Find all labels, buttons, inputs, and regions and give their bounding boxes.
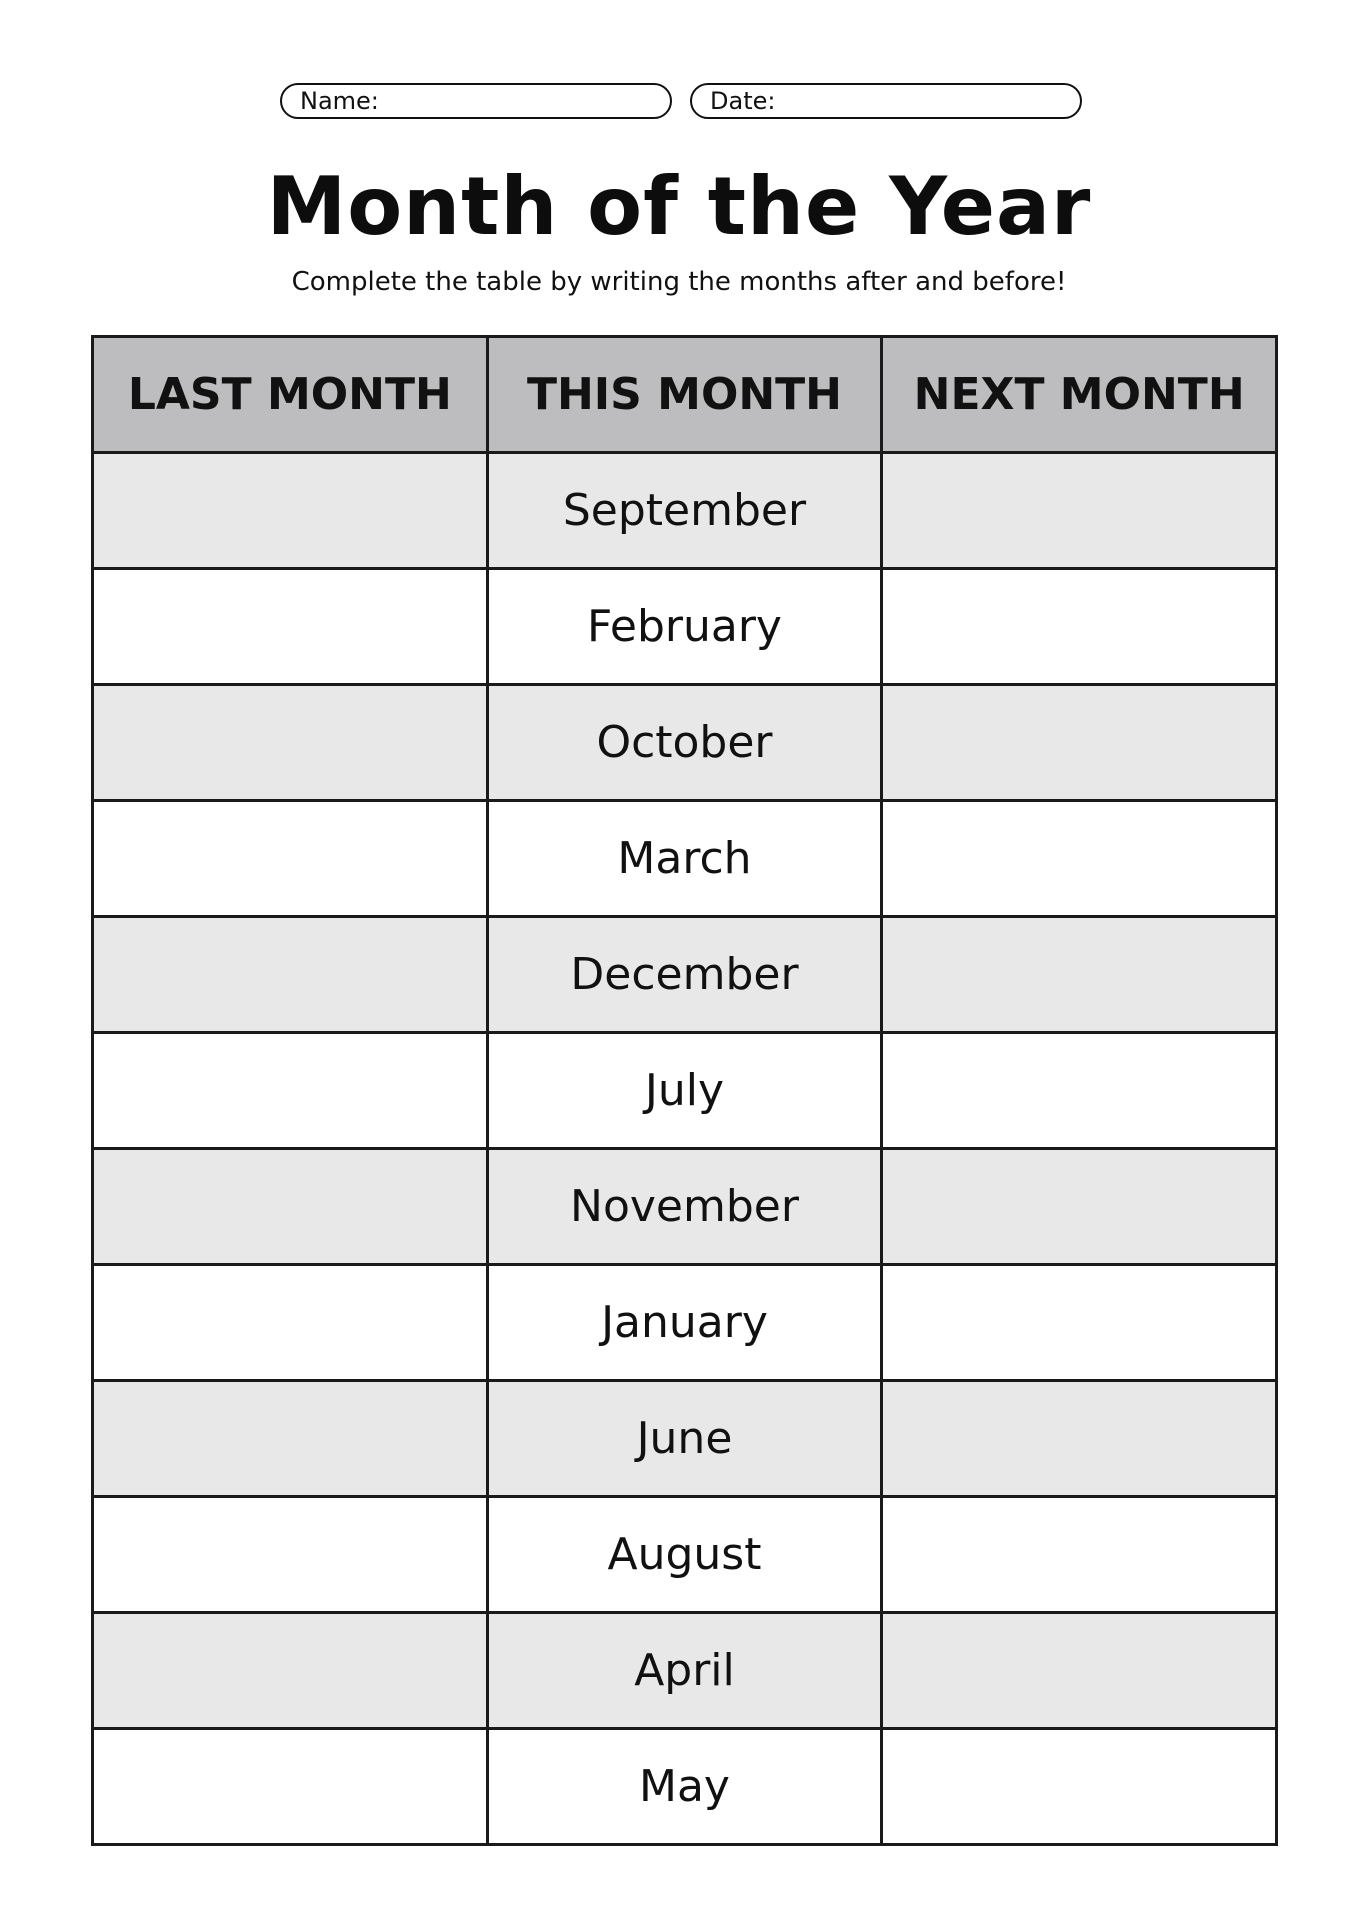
header-this-month: THIS MONTH	[487, 337, 882, 453]
table-row	[93, 569, 1277, 685]
next-month-cell[interactable]	[882, 1381, 1277, 1497]
table-row	[93, 1149, 1277, 1265]
last-month-cell[interactable]	[93, 1265, 488, 1381]
next-month-cell[interactable]	[882, 1729, 1277, 1845]
date-field[interactable]	[690, 83, 1082, 119]
table-row	[93, 1033, 1277, 1149]
this-month-cell: May	[487, 1729, 882, 1845]
this-month-cell: August	[487, 1497, 882, 1613]
next-month-cell[interactable]	[882, 1149, 1277, 1265]
table-row	[93, 917, 1277, 1033]
table-row	[93, 1729, 1277, 1845]
next-month-cell[interactable]	[882, 801, 1277, 917]
this-month-cell: November	[487, 1149, 882, 1265]
last-month-cell[interactable]	[93, 801, 488, 917]
this-month-cell: December	[487, 917, 882, 1033]
this-month-cell: April	[487, 1613, 882, 1729]
next-month-cell[interactable]	[882, 569, 1277, 685]
months-table	[91, 335, 1278, 1846]
last-month-cell[interactable]	[93, 1729, 488, 1845]
header-last-month: LAST MONTH	[93, 337, 488, 453]
last-month-cell[interactable]	[93, 1033, 488, 1149]
this-month-cell: September	[487, 453, 882, 569]
next-month-cell[interactable]	[882, 917, 1277, 1033]
last-month-cell[interactable]	[93, 1149, 488, 1265]
last-month-cell[interactable]	[93, 453, 488, 569]
last-month-cell[interactable]	[93, 1497, 488, 1613]
next-month-cell[interactable]	[882, 1497, 1277, 1613]
this-month-cell: February	[487, 569, 882, 685]
name-field[interactable]	[280, 83, 672, 119]
header-next-month: NEXT MONTH	[882, 337, 1277, 453]
this-month-cell: June	[487, 1381, 882, 1497]
next-month-cell[interactable]	[882, 1033, 1277, 1149]
this-month-cell: July	[487, 1033, 882, 1149]
last-month-cell[interactable]	[93, 569, 488, 685]
name-label: Name:	[300, 87, 379, 115]
this-month-cell: October	[487, 685, 882, 801]
date-label: Date:	[710, 87, 776, 115]
table-header-row	[93, 337, 1277, 453]
table-row	[93, 1497, 1277, 1613]
student-info-fields	[280, 83, 1078, 123]
last-month-cell[interactable]	[93, 917, 488, 1033]
instructions: Complete the table by writing the months after and before!	[291, 267, 1067, 297]
table-row	[93, 1381, 1277, 1497]
table-row	[93, 1613, 1277, 1729]
last-month-cell[interactable]	[93, 685, 488, 801]
page-title: Month of the Year	[266, 160, 1092, 253]
last-month-cell[interactable]	[93, 1613, 488, 1729]
this-month-cell: January	[487, 1265, 882, 1381]
table-row	[93, 685, 1277, 801]
next-month-cell[interactable]	[882, 1613, 1277, 1729]
last-month-cell[interactable]	[93, 1381, 488, 1497]
next-month-cell[interactable]	[882, 1265, 1277, 1381]
table-row	[93, 801, 1277, 917]
next-month-cell[interactable]	[882, 685, 1277, 801]
next-month-cell[interactable]	[882, 453, 1277, 569]
this-month-cell: March	[487, 801, 882, 917]
table-row	[93, 453, 1277, 569]
table-row	[93, 1265, 1277, 1381]
